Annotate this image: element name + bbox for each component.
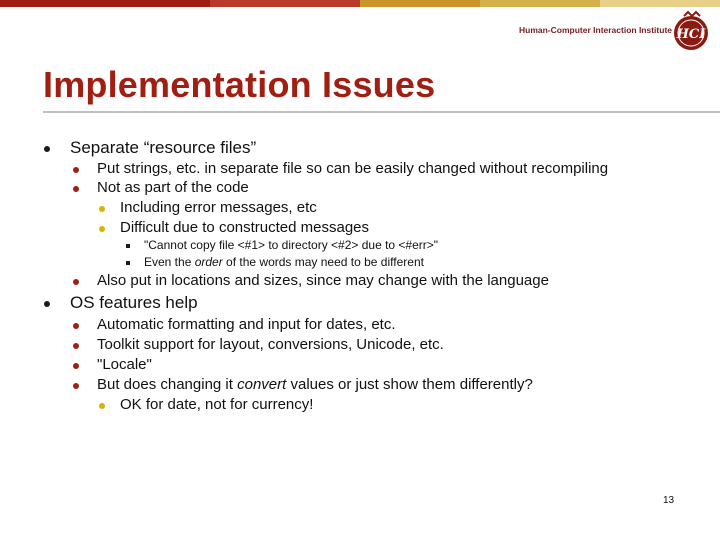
bullet-dot: [99, 226, 105, 232]
bullet-cannot-copy-example: "Cannot copy file <#1> to directory <#2> due to <#err>": [144, 238, 439, 252]
bullet-word-order: [144, 255, 424, 269]
bullet-dot: [73, 323, 79, 329]
word-order-emphasis: order: [194, 255, 223, 269]
institute-name: Human-Computer Interaction Institute: [519, 25, 673, 35]
bullet-dot: [73, 383, 79, 389]
bar-segment-1: [0, 0, 210, 7]
bullet-dot: [73, 279, 79, 285]
bullet-dot: [73, 167, 79, 173]
bullet-locations-sizes: Also put in locations and sizes, since may change with the language: [97, 272, 549, 289]
bullet-error-messages: Including error messages, etc: [120, 199, 317, 216]
svg-text:HCI: HCI: [676, 27, 706, 42]
bullet-auto-formatting: Automatic formatting and input for dates, etc.: [97, 316, 396, 333]
top-color-bar: [0, 0, 720, 7]
word-order-pre: Even the: [144, 255, 195, 269]
bullet-dot: [99, 403, 105, 409]
slide-title: Implementation Issues: [43, 64, 436, 105]
bar-segment-3: [360, 0, 480, 7]
word-order-post: of the words may need to be different: [222, 255, 424, 269]
bullet-constructed-messages: Difficult due to constructed messages: [120, 219, 370, 236]
bullet-square: [126, 261, 130, 265]
bullet-resource-files: Separate “resource files”: [70, 138, 257, 157]
title-divider: [43, 111, 720, 113]
bullet-dot: [99, 206, 105, 212]
bar-segment-2: [210, 0, 360, 7]
bar-segment-4: [480, 0, 600, 7]
bullet-put-strings: Put strings, etc. in separate file so can be easily changed without recompiling: [97, 160, 609, 177]
bullet-dot: [44, 301, 50, 307]
bullet-dot: [73, 343, 79, 349]
convert-post: values or just show them differently?: [286, 376, 533, 393]
bullet-dot: [44, 146, 50, 152]
bullet-toolkit-support: Toolkit support for layout, conversions, Unicode, etc.: [97, 336, 444, 353]
bullet-dot: [73, 186, 79, 192]
convert-pre: But does changing it: [97, 376, 238, 393]
slide-number: 13: [663, 495, 675, 506]
bullet-os-features: OS features help: [70, 293, 198, 312]
bullet-locale: "Locale": [97, 356, 152, 373]
hcii-seal-icon: [672, 10, 710, 52]
bar-segment-5: [600, 0, 720, 7]
bullet-not-part-of-code: Not as part of the code: [97, 179, 249, 196]
bullet-dot: [73, 363, 79, 369]
bullet-convert-values: [97, 376, 533, 393]
bullet-square: [126, 244, 130, 248]
convert-emphasis: convert: [237, 376, 287, 393]
bullet-ok-for-date: OK for date, not for currency!: [120, 396, 314, 413]
